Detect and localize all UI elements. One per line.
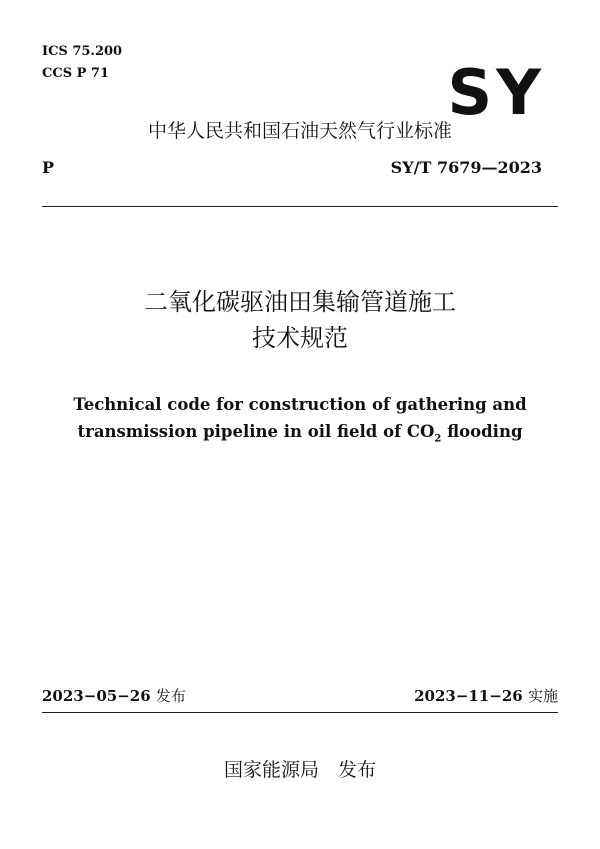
implement-date-line bbox=[414, 686, 558, 706]
publish-label: 发布 bbox=[155, 687, 186, 705]
ics-code: ICS 75.200 bbox=[42, 44, 123, 59]
top-divider bbox=[42, 206, 558, 207]
issuer: 国家能源局 发布 bbox=[223, 759, 376, 781]
title-en-line2-pre: transmission pipeline in oil field of CO bbox=[77, 422, 435, 441]
title-en-line2 bbox=[0, 420, 600, 451]
bottom-divider bbox=[42, 712, 558, 713]
implement-date: 2023−11−26 bbox=[414, 687, 523, 705]
title-en-subscript: 2 bbox=[434, 433, 442, 445]
title-en-line2-post: flooding bbox=[441, 422, 523, 441]
implement-label: 实施 bbox=[527, 687, 558, 705]
title-cn-line2: 技术规范 bbox=[252, 324, 348, 352]
sy-logo: SY bbox=[447, 56, 545, 129]
publish-date: 2023−05−26 bbox=[42, 687, 151, 705]
title-en-line1: Technical code for construction of gathering and bbox=[73, 395, 527, 414]
standard-code: SY/T 7679—2023 bbox=[390, 158, 542, 177]
organization-title: 中华人民共和国石油天然气行业标准 bbox=[147, 120, 452, 142]
category-letter: P bbox=[42, 158, 55, 177]
title-cn-line1: 二氧化碳驱油田集输管道施工 bbox=[144, 288, 456, 316]
ccs-code: CCS P 71 bbox=[42, 66, 109, 81]
publish-date-line bbox=[42, 686, 186, 706]
